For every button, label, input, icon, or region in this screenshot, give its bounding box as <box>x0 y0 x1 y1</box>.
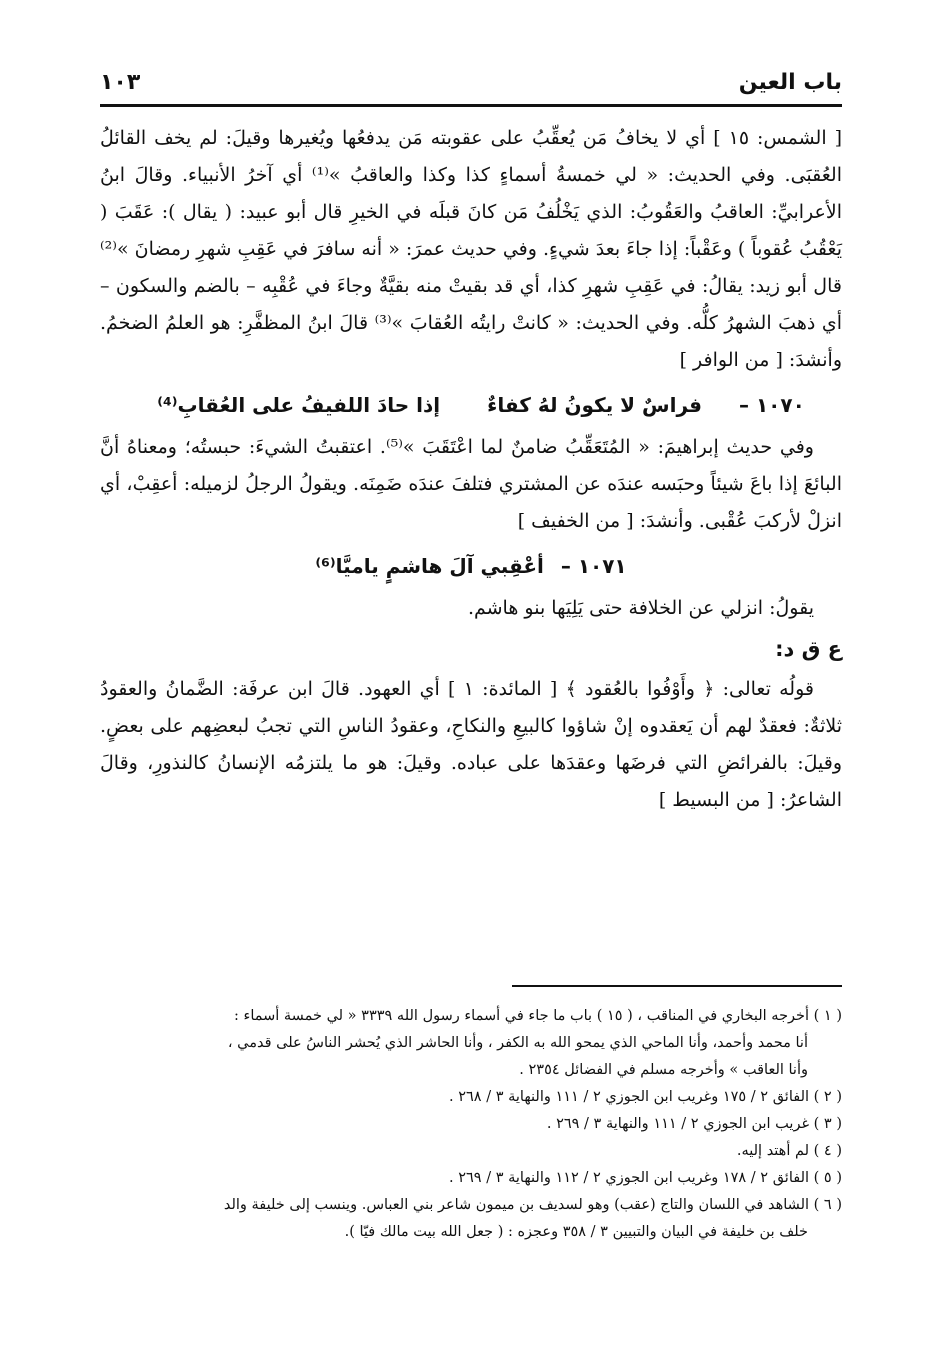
page-number: ١٠٣ <box>100 69 141 95</box>
footnote-line: ( ٢ ) الفائق ٢ / ١٧٥ وغريب ابن الجوزي ٢ / ١١١ والنهاية ٣ / ٢٦٨ . <box>449 1089 842 1105</box>
root-heading: ع ق د: <box>775 637 842 661</box>
main-text <box>100 120 842 819</box>
footnote-line: ( ٤ ) لم أهتد إليه. <box>736 1143 842 1159</box>
footnote-line: ( ٣ ) غريب ابن الجوزي ٢ / ١١١ والنهاية ٣ / ٢٦٩ . <box>546 1116 842 1132</box>
footnote-line: خلف بن خليفة في البيان والتبيين ٣ / ٣٥٨ وعجزه : ( جعل الله بيت مالك فيّا ). <box>344 1224 808 1240</box>
footnote-line: أنا محمد وأحمد، وأنا الماحي الذي يمحو الله به الكفر ، وأنا الحاشر الذي يُحشر الناسُ على قدمي ، <box>227 1035 808 1051</box>
paragraph: [ الشمس: ١٥ ] أي لا يخافُ مَن يُعقِّبُ على عقوبته مَن يدفعُها ويُغيرها وقيلَ: لم يخف القائلُ العُقبَى. وفي الحديث: « لي خمسةُ أسماءٍ كذا وكذا والعاقبُ »⁽¹⁾ أي آخرُ الأنبياء. وقالَ ابنُ الأعرابيِّ: العاقبُ والعَقُوبُ: الذي يَخْلُفُ مَن كانَ قبلَه في الخيرِ قال أبو عبيد: ( يقال ): عَقَبَ ( يَعْقُبُ عُقوباً ) وعَقْباً: إذا جاءَ بعدَ شيءٍ. وفي حديث عمرَ: « أنه سافرَ في عَقِبِ شهرِ رمضانَ »⁽²⁾ قال أبو زيد: يقالُ: في عَقِبِ شهرِ كذا، أي قد بقيتْ منه بقيَّةٌ وجاءَ في عُقْبِه – بالضم والسكون – أي ذهبَ الشهرُ كلُّه. وفي الحديث: « كانتْ رايتُه العُقابَ »⁽³⁾ قالَ ابنُ المظفَّرِ: هو العلمُ الضخمُ. وأنشدَ: [ من الوافر ] <box>100 127 842 371</box>
footnote-line: ( ٦ ) الشاهد في اللسان والتاج (عقب) وهو لسديف بن ميمون شاعر بني العباس. وينسب إلى خليفة والد <box>223 1197 842 1213</box>
chapter-title: باب العين <box>738 69 842 95</box>
paragraph: وفي حديث إبراهيمَ: « المُتَعَقِّبُ ضامنٌ لما اعْتَقَبَ »⁽⁵⁾. اعتقبتُ الشيءَ: حبستُه؛ ومعناهُ أنَّ البائعَ إذا باعَ شيئاً وحبَسه عندَه عن المشتري فتلفَ عندَه ضَمِنَه. ويقولُ الرجلُ لزميله: أعقِبْ، أي انزلْ لأركبَ عُقْبى. وأنشدَ: [ من الخفيف ] <box>100 436 842 532</box>
paragraph: يقولُ: انزلي عن الخلافة حتى يَلِيَها بنو هاشم. <box>467 597 814 619</box>
paragraph: قولُه تعالى: ﴿ وأَوْفُوا بالعُقود ﴾ [ المائدة: ١ ] أي العهود. قالَ ابن عرفَة: الضَّمانُ والعقودُ ثلاثةٌ: فعقدٌ لهم أن يَعقدوه إنْ شاؤوا كالبيعِ والنكاحِ، وعقودُ الناسِ التي تجبُ لبعضِهم على بعضٍ. وقيلَ: بالفرائضِ التي فرضَها وعقدَها على عباده. وقيلَ: هو ما يلتزمُه الإنسانُ كالنذورِ، وقالَ الشاعرُ: [ من البسيط ] <box>100 678 842 811</box>
page-header <box>100 62 842 102</box>
footnote-line: ( ١ ) أخرجه البخاري في المناقب ، ( ١٥ ) باب ما جاء في أسماء رسول الله ٣٣٣٩ « لي خمسة أسماء : <box>234 1008 842 1024</box>
verse-1070 <box>100 383 842 427</box>
footnote-line: ( ٥ ) الفائق ٢ / ١٧٨ وغريب ابن الجوزي ٢ / ١١٢ والنهاية ٣ / ٢٦٩ . <box>449 1170 842 1186</box>
verse-first-half: فراسٌ لا يكونُ لهُ كفاءٌ <box>487 393 703 417</box>
verse-second-half: إذا حادَ اللفيفُ على العُقابِ⁽⁴⁾ <box>157 393 441 417</box>
footnote-line: وأنا العاقب » وأخرجه مسلم في الفضائل ٢٣٥٤ . <box>519 1062 808 1078</box>
verse-1071 <box>100 544 842 588</box>
verse-number: ١٠٧١ – <box>560 554 627 578</box>
header-rule <box>100 104 842 107</box>
verse-number: ١٠٧٠ – <box>738 393 805 417</box>
footnotes <box>100 1003 842 1246</box>
verse-text: أعْقِبي آلَ هاشمٍ ياميَّا⁽⁶⁾ <box>315 554 544 578</box>
footnote-rule <box>512 985 842 987</box>
